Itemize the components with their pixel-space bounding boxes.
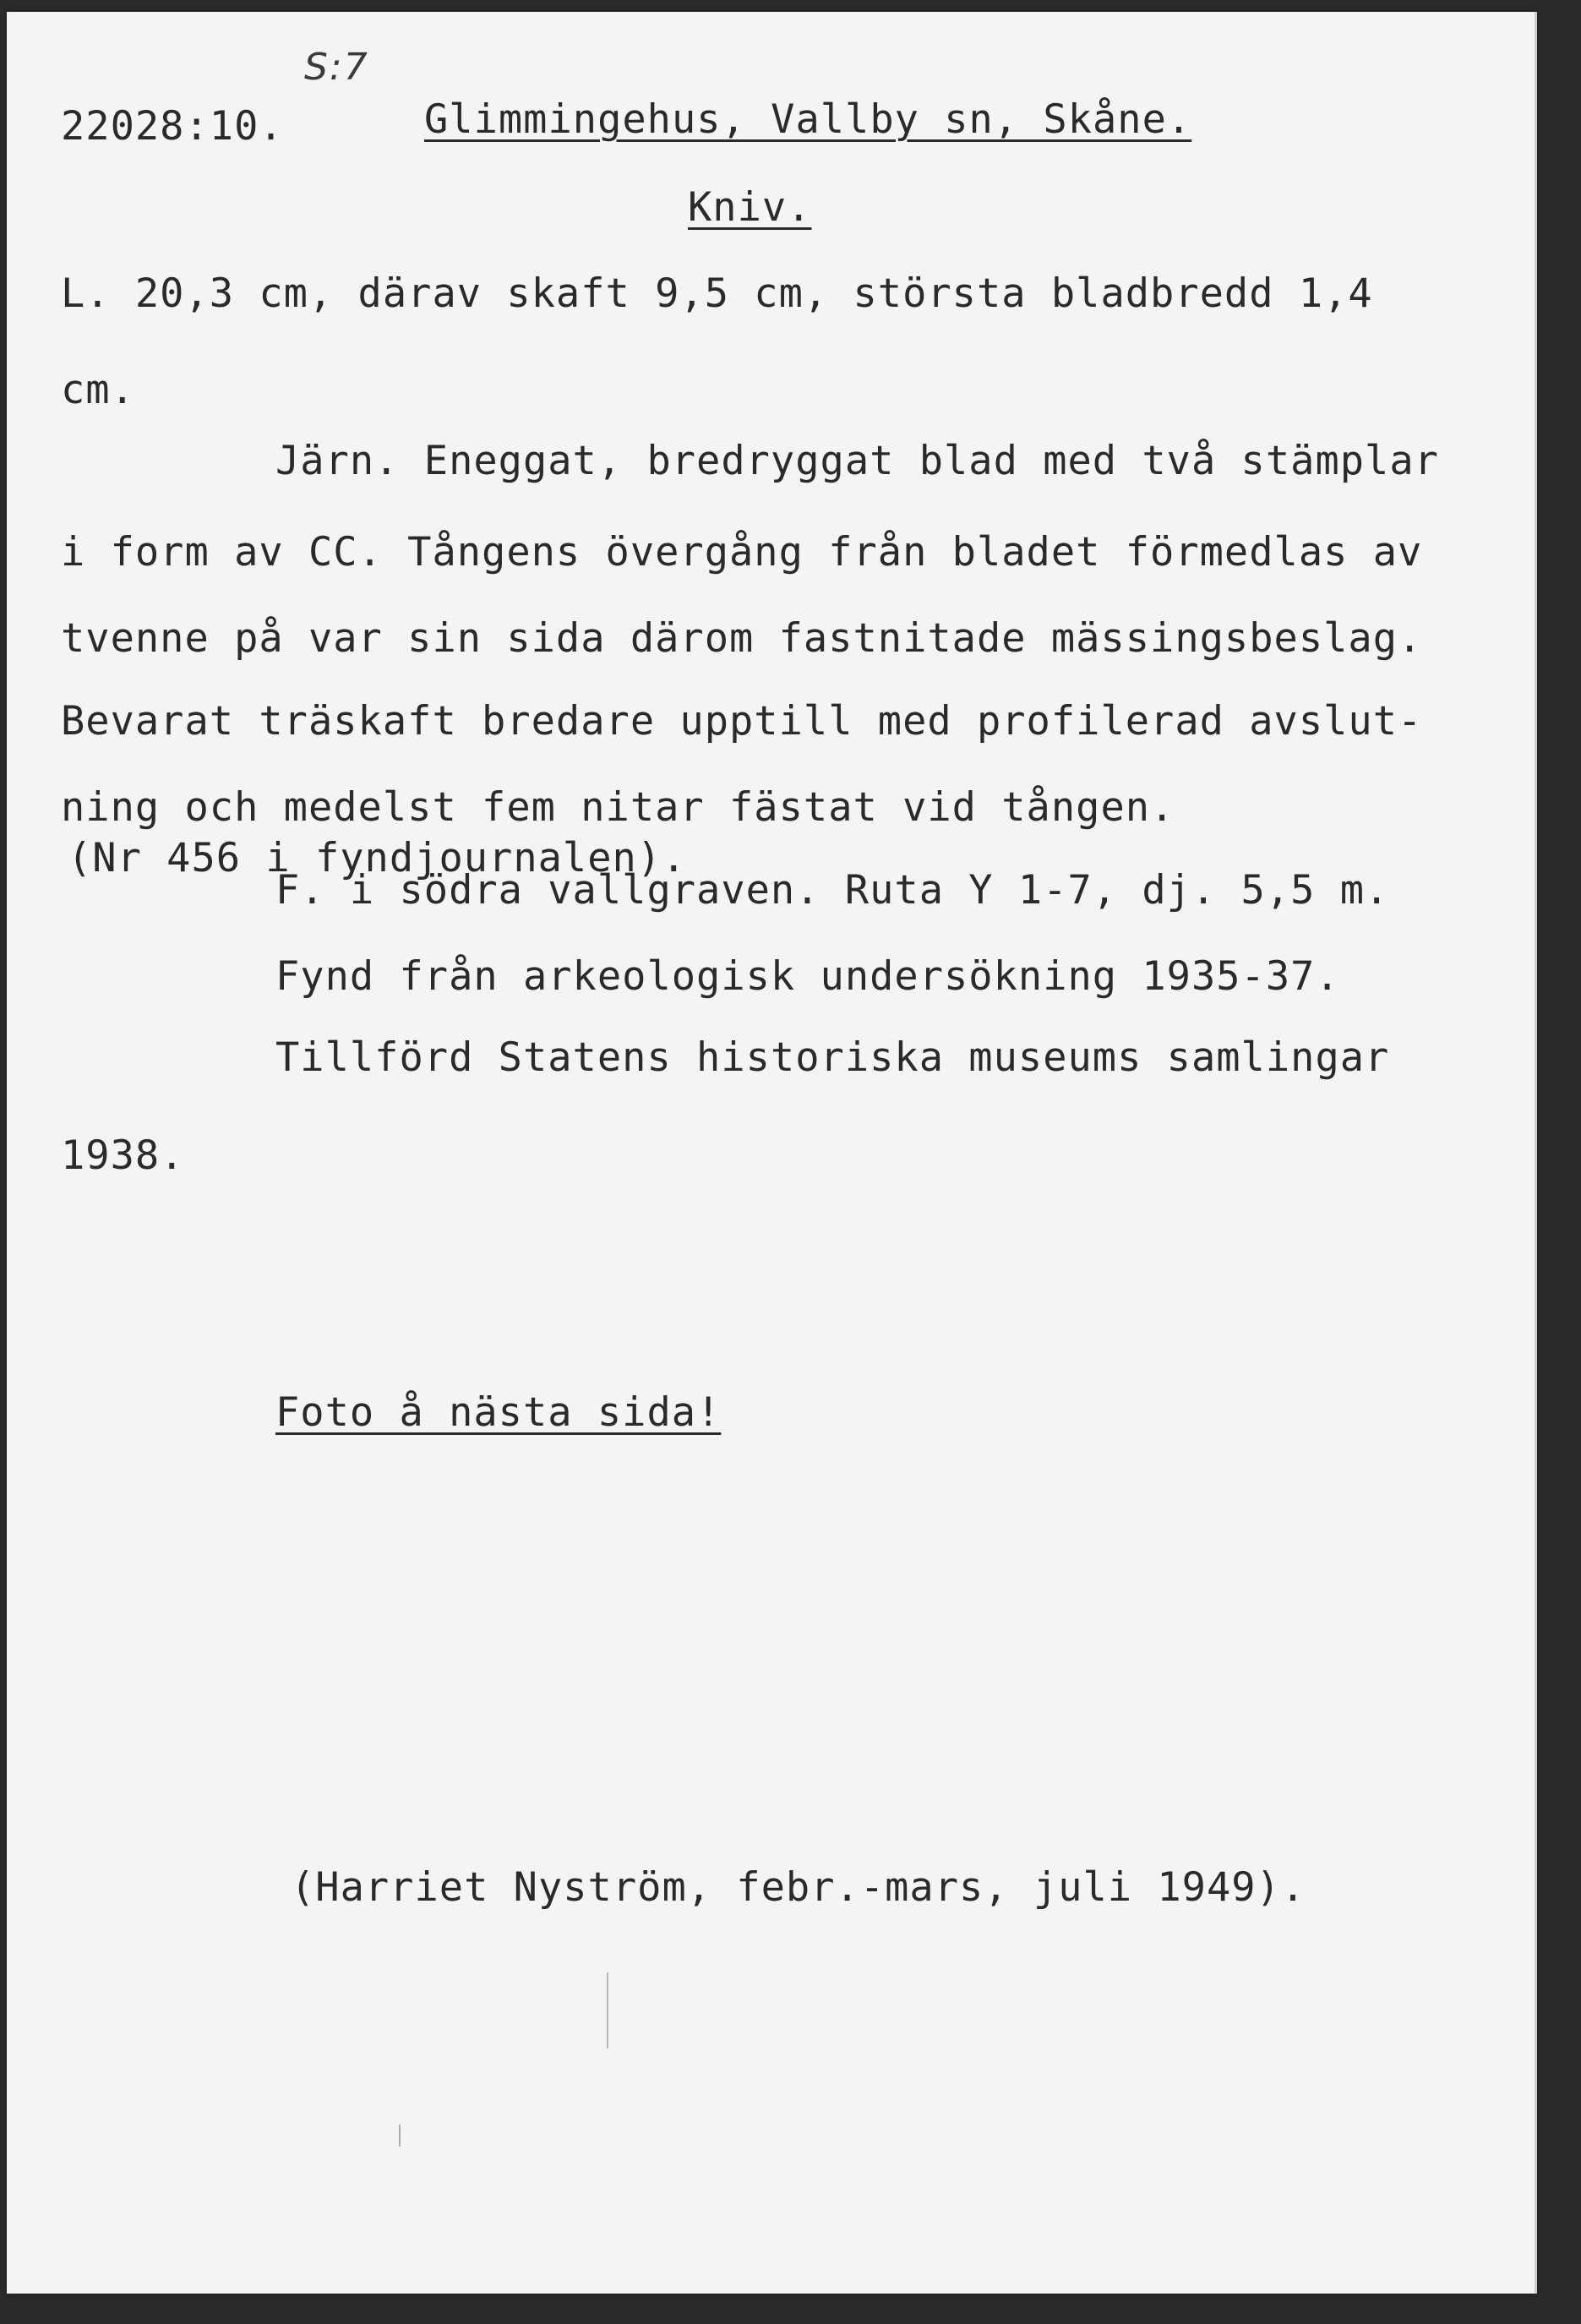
- find-place: F. i södra vallgraven. Ruta Y 1-7, dj. 5,5 m.: [275, 867, 1390, 914]
- excavation-note: Fynd från arkeologisk undersökning 1935-37.: [275, 953, 1340, 1000]
- description-line: i form av CC. Tångens övergång från bladet förmedlas av: [61, 529, 1423, 576]
- measurements-line-2: cm.: [61, 367, 135, 413]
- description-line: Järn. Eneggat, bredryggat blad med två stämplar: [275, 438, 1439, 484]
- journal-note: (Nr 456 i fyndjournalen).: [68, 835, 687, 881]
- handwritten-note: S:7: [304, 46, 369, 89]
- location-heading: Glimmingehus, Vallby sn, Skåne.: [424, 96, 1192, 143]
- paper-mark: [399, 2125, 401, 2147]
- description-line: tvenne på var sin sida därom fastnitade mässingsbeslag.: [61, 615, 1423, 662]
- accession-line-1: Tillförd Statens historiska museums samlingar: [275, 1034, 1390, 1081]
- description-line: Bevarat träskaft bredare upptill med profilerad avslut-: [61, 698, 1423, 745]
- object-name: Kniv.: [688, 184, 812, 231]
- description-line: ning och medelst fem nitar fästat vid tången.: [61, 784, 1175, 831]
- measurements-line-1: L. 20,3 cm, därav skaft 9,5 cm, största bladbredd 1,4: [61, 270, 1373, 317]
- catalog-card: [7, 12, 1536, 2294]
- photo-note: Foto å nästa sida!: [275, 1389, 722, 1436]
- paper-mark: [607, 1972, 608, 2049]
- accession-line-2: 1938.: [61, 1132, 185, 1179]
- card-edge: [1535, 12, 1537, 2294]
- catalog-number: 22028:10.: [61, 103, 284, 150]
- author-note: (Harriet Nyström, febr.-mars, juli 1949).: [291, 1864, 1306, 1911]
